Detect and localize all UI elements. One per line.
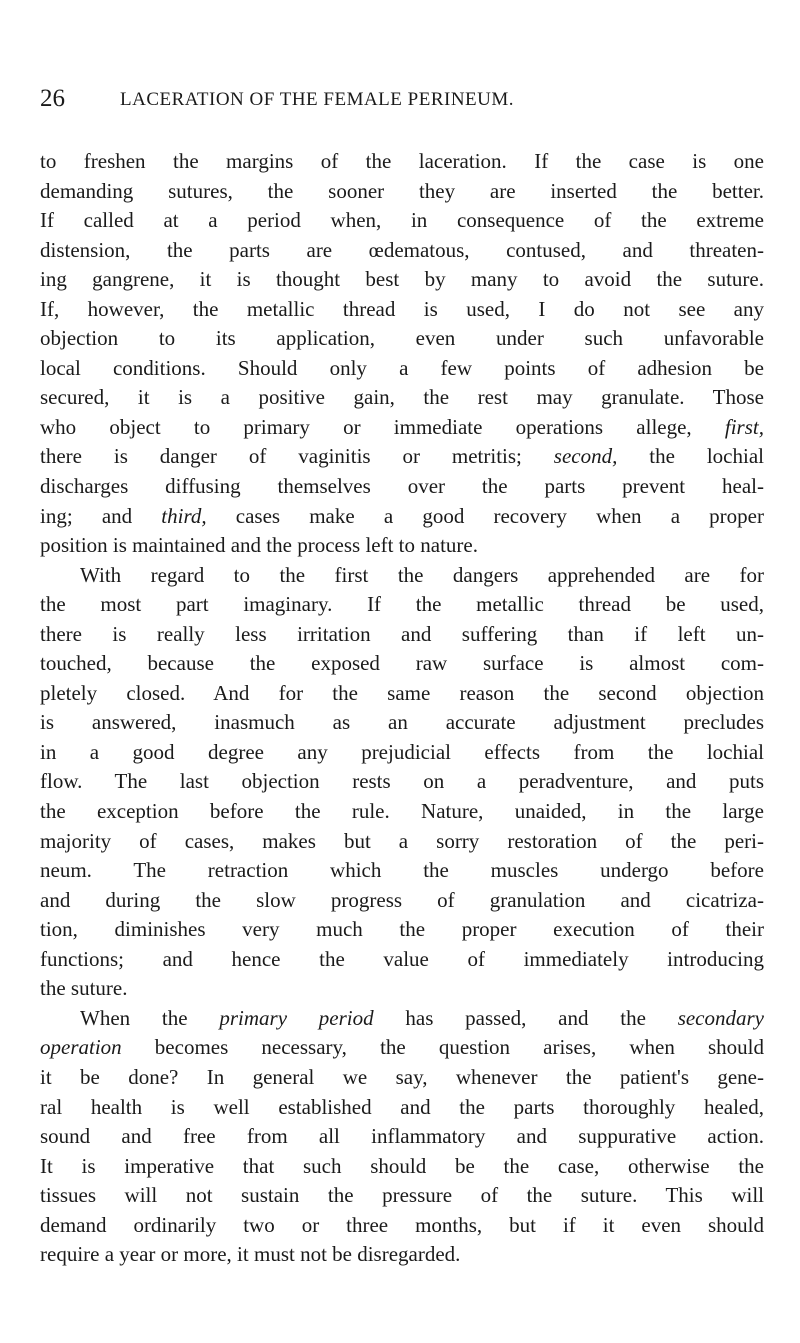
text-line: who object to primary or immediate operations allege, first, (40, 414, 764, 439)
text-line: discharges diffusing themselves over the parts prevent heal- (40, 474, 764, 499)
text-line: demanding sutures, the sooner they are inserted the better. (40, 178, 764, 203)
text-line: tissues will not sustain the pressure of the suture. This will (40, 1183, 764, 1208)
text-line: If, however, the metallic thread is used, I do not see any (40, 296, 764, 321)
text-line: is answered, inasmuch as an accurate adjustment precludes (40, 710, 764, 735)
text-line: secured, it is a positive gain, the rest may granulate. Those (40, 385, 764, 410)
text-line: the most part imaginary. If the metallic thread be used, (40, 592, 764, 617)
text-line: require a year or more, it must not be disregarded. (40, 1242, 461, 1267)
text-line: ing gangrene, it is thought best by many to avoid the suture. (40, 267, 764, 292)
text-line: position is maintained and the process left to nature. (40, 533, 478, 558)
italic-term: first, (724, 414, 764, 439)
italic-term: secondary (677, 1005, 764, 1030)
body-text (40, 147, 764, 1270)
text-line: the suture. (40, 976, 128, 1001)
text-line: distension, the parts are œdematous, contused, and threaten- (40, 237, 764, 262)
text-line: and during the slow progress of granulation and cicatriza- (40, 887, 764, 912)
text-line: demand ordinarily two or three months, but if it even should (40, 1212, 764, 1237)
text-line: ral health is well established and the parts thoroughly healed, (40, 1094, 764, 1119)
text-line: ing; and third, cases make a good recovery when a proper (40, 503, 764, 528)
italic-term: third, (161, 503, 207, 528)
text-line: in a good degree any prejudicial effects from the lochial (40, 739, 764, 764)
text-line: It is imperative that such should be the case, otherwise the (40, 1153, 764, 1178)
text-line: touched, because the exposed raw surface is almost com- (40, 651, 764, 676)
text-line: If called at a period when, in consequence of the extreme (40, 208, 764, 233)
text-line: neum. The retraction which the muscles undergo before (40, 858, 764, 883)
text-line: With regard to the first the dangers apprehended are for (80, 562, 764, 587)
italic-term: primary period (219, 1005, 374, 1030)
running-head (40, 84, 760, 114)
italic-term: second, (553, 444, 618, 469)
text-line: the exception before the rule. Nature, unaided, in the large (40, 799, 764, 824)
text-line: tion, diminishes very much the proper execution of their (40, 917, 764, 942)
text-line: there is really less irritation and suffering than if left un- (40, 621, 764, 646)
italic-term: operation (40, 1035, 122, 1060)
text-line: there is danger of vaginitis or metritis; second, the lochial (40, 444, 764, 469)
text-line: to freshen the margins of the laceration. If the case is one (40, 149, 764, 173)
text-line: local conditions. Should only a few points of adhesion be (40, 355, 764, 380)
running-title: LACERATION OF THE FEMALE PERINEUM. (120, 89, 515, 110)
text-line: objection to its application, even under such unfavorable (40, 326, 764, 351)
text-line: pletely closed. And for the same reason the second objection (40, 680, 764, 705)
text-line: operation becomes necessary, the question arises, when should (40, 1035, 764, 1060)
text-line: sound and free from all inflammatory and suppurative action. (40, 1124, 764, 1149)
text-line: functions; and hence the value of immediately introducing (40, 946, 764, 971)
text-line: majority of cases, makes but a sorry restoration of the peri- (40, 828, 764, 853)
text-line: When the primary period has passed, and the secondary (80, 1005, 764, 1030)
page-number: 26 (40, 85, 65, 112)
text-line: flow. The last objection rests on a peradventure, and puts (40, 769, 764, 794)
text-line: it be done? In general we say, whenever the patient's gene- (40, 1064, 764, 1089)
